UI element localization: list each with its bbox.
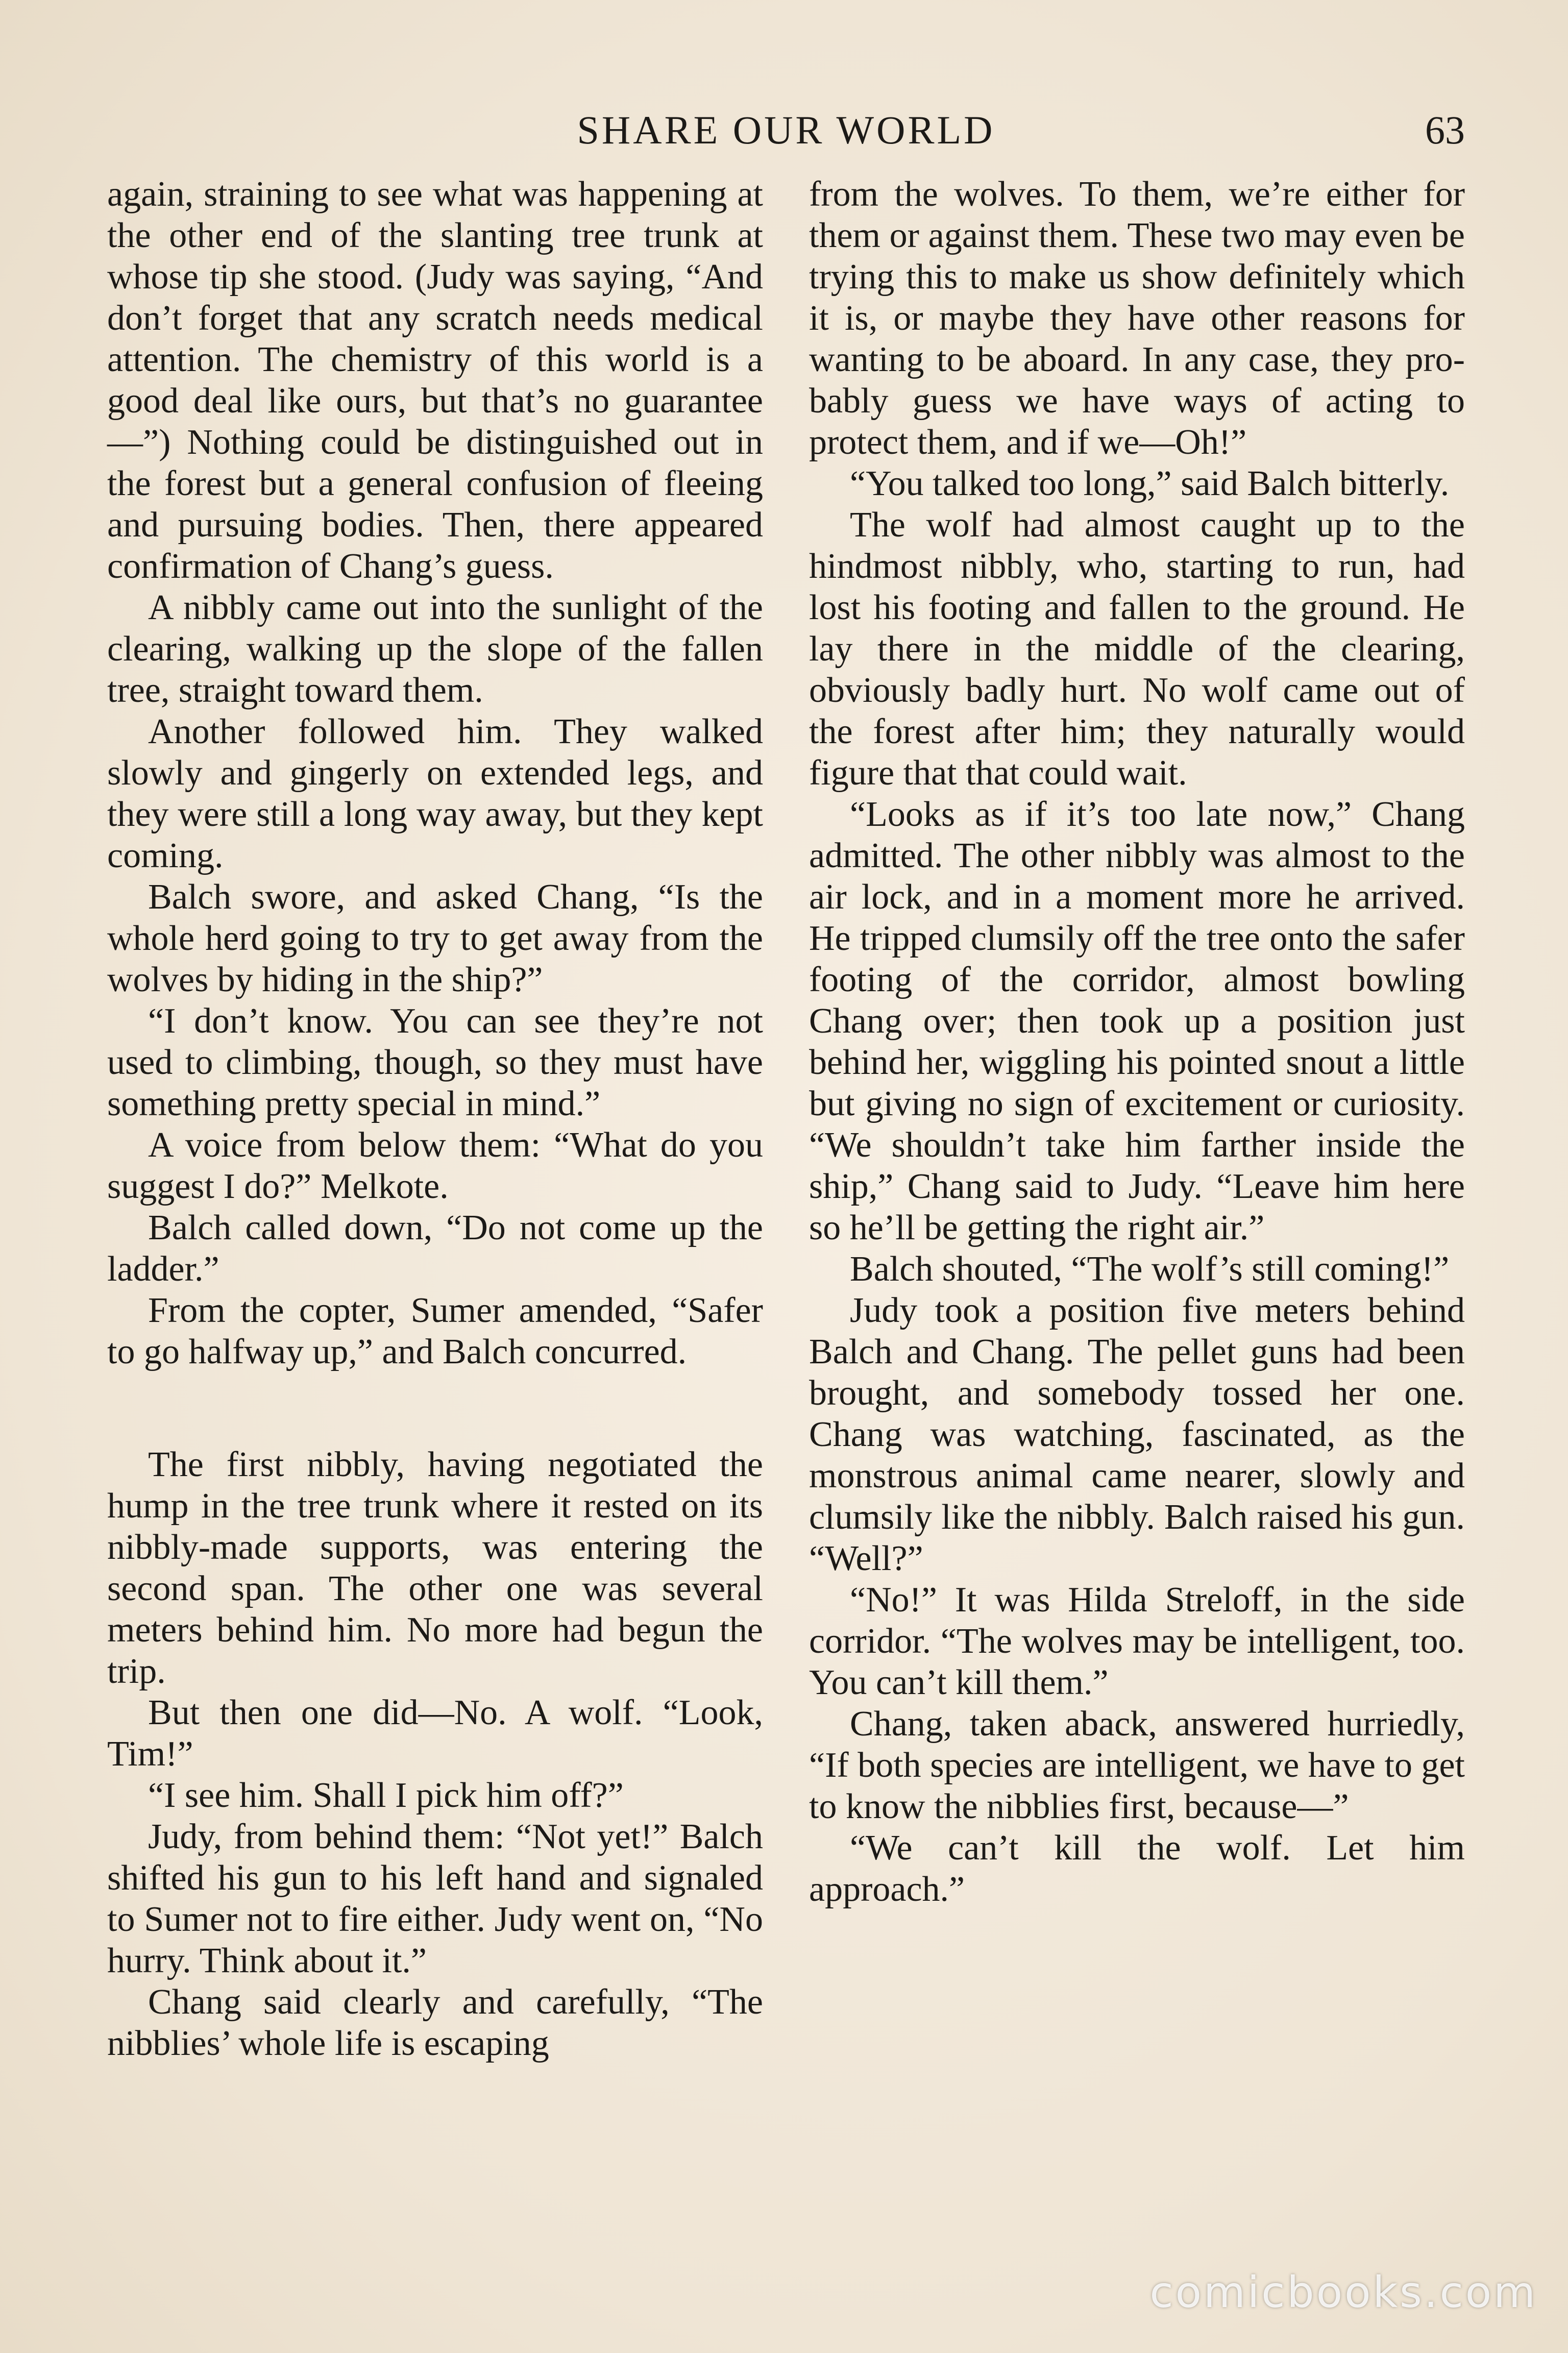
paragraph: The wolf had almost caught up to the hindmost nibbly, who, starting to run, had lost his footing and fallen to the ground. He lay there in the middle of the clearing, obviously badly hurt. No wolf came out of the forest after him; they naturally would figure that that could wait. xyxy=(809,505,1465,793)
paragraph: again, straining to see what was happening at the other end of the slanting tree trunk at whose tip she stood. (Judy was saying, “And don’t forget that any scratch needs medical attention. The chemistry of this world is a good deal like ours, but that’s no guarantee—”) Nothing could be distinguished out in the forest but a general confusion of fleeing and pursuing bodies. Then, there appeared confirmation of Chang’s guess. xyxy=(107,175,763,586)
paragraph: “I don’t know. You can see they’re not used to climbing, though, so they must have something pretty special in mind.” xyxy=(107,1001,763,1123)
paragraph: The first nibbly, having negotiated the hump in the tree trunk where it rested on its nibbly-made supports, was entering the second span. The other one was several meters behind him. No more had begun the trip. xyxy=(107,1445,763,1691)
paragraph: Balch swore, and asked Chang, “Is the whole herd going to try to get away from the wolves by hiding in the ship?” xyxy=(107,877,763,999)
text-columns xyxy=(107,174,1465,2266)
paragraph: “You talked too long,” said Balch bitterly. xyxy=(850,464,1450,503)
page-number: 63 xyxy=(1425,108,1465,152)
section-break xyxy=(107,1372,763,1444)
paragraph: From the copter, Sumer amended, “Safer to go halfway up,” and Balch concurred. xyxy=(107,1291,763,1371)
watermark: comicbooks.com xyxy=(1149,2267,1537,2317)
paragraph: Another followed him. They walked slowly and gingerly on extended legs, and they were still a long way away, but they kept coming. xyxy=(107,712,763,875)
paragraph: Balch called down, “Do not come up the ladder.” xyxy=(107,1208,763,1289)
paragraph: But then one did—No. A wolf. “Look, Tim!” xyxy=(107,1693,763,1774)
paragraph: Balch shouted, “The wolf’s still coming!” xyxy=(850,1249,1450,1289)
paragraph: “No!” It was Hilda Streloff, in the side corridor. “The wolves may be intelligent, too. You can’t kill them.” xyxy=(809,1580,1465,1702)
running-title: SHARE OUR WORLD xyxy=(577,108,995,152)
right-column xyxy=(809,174,1465,1910)
paragraph: from the wolves. To them, we’re either for them or against them. These two may even be trying this to make us show definitely which it is, or maybe they have other reasons for wanting to be aboard. In any case, they probably guess we have ways of acting to protect them, and if we—Oh!” xyxy=(809,175,1465,462)
left-column xyxy=(107,174,763,2064)
paragraph: Judy, from behind them: “Not yet!” Balch shifted his gun to his left hand and signaled to Sumer not to fire either. Judy went on, “No hurry. Think about it.” xyxy=(107,1817,763,1980)
paragraph: “We can’t kill the wolf. Let him approach.” xyxy=(809,1828,1465,1909)
paragraph: Chang said clearly and carefully, “The nibblies’ whole life is escaping xyxy=(107,1982,763,2063)
paragraph: “I see him. Shall I pick him off?” xyxy=(148,1776,624,1815)
paragraph: A voice from below them: “What do you suggest I do?” Melkote. xyxy=(107,1125,763,1206)
paragraph: A nibbly came out into the sunlight of the clearing, walking up the slope of the fallen tree, straight toward them. xyxy=(107,588,763,710)
paragraph: Chang, taken aback, answered hurriedly, “If both species are intelligent, we have to get to know the nibblies first, because—” xyxy=(809,1704,1465,1826)
paragraph: “Looks as if it’s too late now,” Chang admitted. The other nibbly was almost to the air lock, and in a moment more he arrived. He tripped clumsily off the tree onto the safer footing of the corridor, almost bowling Chang over; then took up a position just behind her, wiggling his pointed snout a little but giving no sign of excitement or curiosity. “We shouldn’t take him farther inside the ship,” Chang said to Judy. “Leave him here so he’ll be getting the right air.” xyxy=(809,795,1465,1247)
running-header xyxy=(107,102,1465,158)
paragraph: Judy took a position five meters behind Balch and Chang. The pellet guns had been brought, and somebody tossed her one. Chang was watching, fascinated, as the monstrous animal came nearer, slowly and clumsily like the nibbly. Balch raised his gun. “Well?” xyxy=(809,1291,1465,1578)
